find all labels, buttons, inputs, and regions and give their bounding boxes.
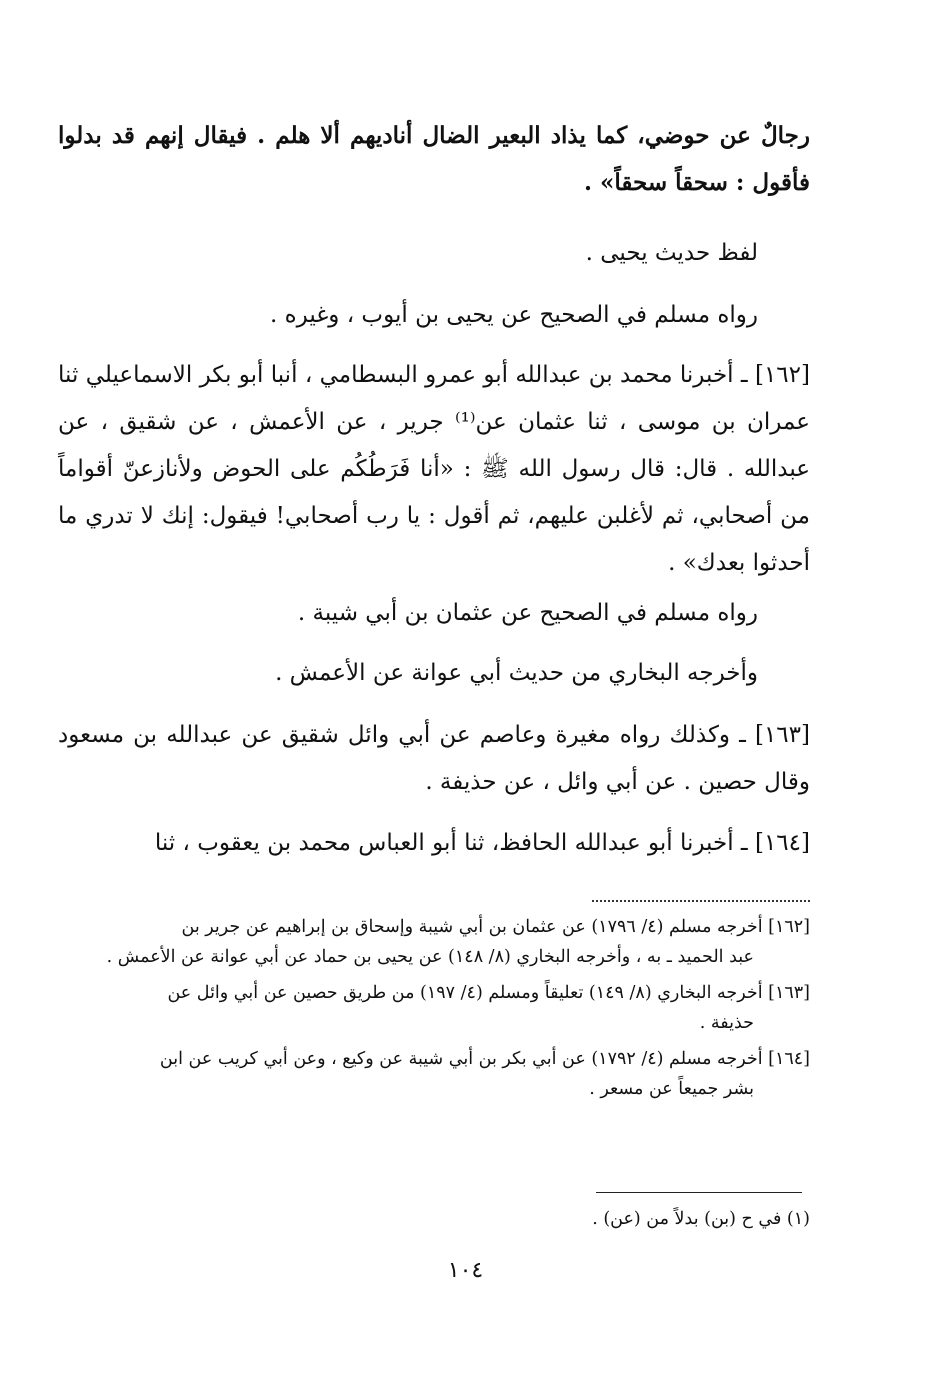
note-164-lead: [١٦٤] أخرجه مسلم (٤/ ١٧٩٢) عن أبي بكر بن أبي شيبة عن وكيع ، وعن أبي كريب عن ابن: [159, 1049, 810, 1069]
paragraph-hadith-163: [١٦٣] ـ وكذلك رواه مغيرة وعاصم عن أبي وائل شقيق عن عبدالله بن مسعود وقال حصين . عن أبي وائل ، عن حذيفة .: [58, 722, 810, 795]
page-number: ١٠٤: [447, 1258, 484, 1283]
notes-divider: [592, 900, 810, 902]
note-163: [58, 978, 810, 1038]
note-162: [58, 912, 810, 972]
note-164-cont: بشر جميعاً عن مسعر .: [589, 1079, 754, 1099]
note-164: [58, 1044, 810, 1104]
note-163-cont: حذيفة .: [699, 1013, 754, 1033]
footnote: (١) في ح (بن) بدلاً من (عن) .: [592, 1209, 810, 1229]
takhrij-notes: [58, 912, 810, 1110]
paragraph-muslim-narration: رواه مسلم في الصحيح عن يحيى بن أيوب ، وغيره .: [269, 302, 758, 328]
paragraph-hadith-ending: رجالٌ عن حوضي، كما يذاد البعير الضال أناديهم ألا هلم . فيقال إنهم قد بدلوا فأقول : سحقاً سحقاً» .: [58, 122, 810, 196]
paragraph-wording-note: لفظ حديث يحيى .: [585, 240, 758, 266]
note-162-lead: [١٦٢] أخرجه مسلم (٤/ ١٧٩٦) عن عثمان بن أبي شيبة وإسحاق بن إبراهيم عن جرير بن: [181, 917, 810, 937]
paragraph-bukhari-awana: وأخرجه البخاري من حديث أبي عوانة عن الأعمش .: [275, 660, 758, 686]
footnote-divider: [596, 1192, 802, 1193]
paragraph-hadith-164: [١٦٤] ـ أخبرنا أبو عبدالله الحافظ، ثنا أبو العباس محمد بن يعقوب ، ثنا: [154, 830, 810, 856]
note-162-cont: عبد الحميد ـ به ، وأخرجه البخاري (٨/ ١٤٨) عن يحيى بن حماد عن أبي عوانة عن الأعمش .: [106, 947, 754, 967]
note-163-lead: [١٦٣] أخرجه البخاري (٨/ ١٤٩) تعليقاً ومسلم (٤/ ١٩٧) من طريق حصين عن أبي وائل عن: [167, 983, 810, 1003]
paragraph-hadith-162: [١٦٢] ـ أخبرنا محمد بن عبدالله أبو عمرو البسطامي ، أنبا أبو بكر الاسماعيلي ثنا عمران بن موسى ، ثنا عثمان عن⁽¹⁾ جرير ، عن الأعمش ، عن شقيق ، عن عبدالله . قال: قال رسول الله ﷺ : «أنا فَرَطُكُم على الحوض ولأنازعنّ أقواماً من أصحابي، ثم لأغلبن عليهم، ثم أقول : يا رب أصحابي! فيقول: إنك لا تدري ما أحدثوا بعدك» .: [58, 362, 810, 576]
paragraph-muslim-uthman: رواه مسلم في الصحيح عن عثمان بن أبي شيبة .: [297, 600, 758, 626]
